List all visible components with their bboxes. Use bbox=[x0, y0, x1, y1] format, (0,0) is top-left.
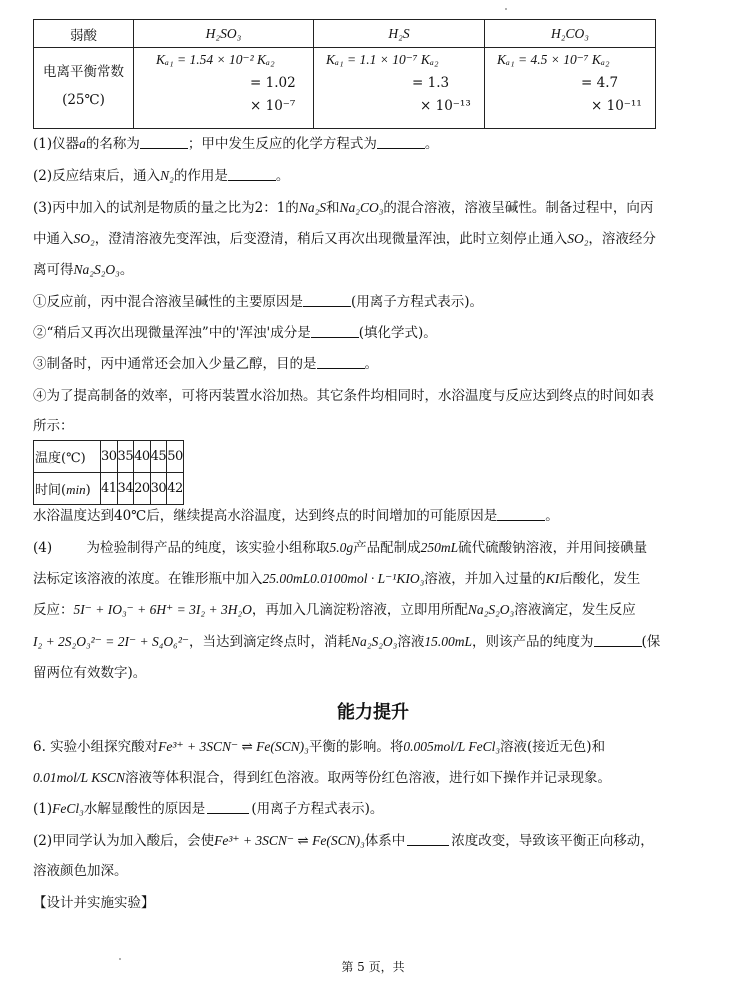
answer-blank[interactable] bbox=[377, 136, 425, 149]
header-h2co3: H₂CO₃ bbox=[485, 20, 656, 48]
q4-math: 250mL bbox=[420, 540, 459, 555]
ka-h2so3-line3: × 10⁻⁷ bbox=[250, 98, 296, 114]
question-6-line-1 bbox=[33, 738, 605, 756]
ka-cell-h2co3 bbox=[485, 48, 656, 129]
q6-text: 浓度改变，导致该平衡正向移动， bbox=[451, 833, 654, 849]
design-heading: 【设计并实施实验】 bbox=[33, 895, 155, 911]
q1-text: ；甲中发生反应的化学方程式为 bbox=[187, 136, 377, 152]
question-6-line-2 bbox=[33, 769, 611, 787]
ka-h2co3-line2: = 4.7 bbox=[581, 75, 619, 91]
q4-text: ，当达到滴定终点时，消耗 bbox=[189, 634, 352, 650]
q6-text: (用离子方程式表示)。 bbox=[251, 801, 384, 817]
header-h2so3: H₂SO₃ bbox=[134, 20, 314, 48]
temperature-value: 30 bbox=[101, 441, 118, 473]
q6-text: 溶液(接近无色)和 bbox=[500, 739, 606, 755]
q1-text: 的名称为 bbox=[85, 136, 140, 152]
q3-formula: Na₂S₂O₃ bbox=[73, 262, 120, 277]
q6-text: 平衡的影响。将 bbox=[308, 739, 404, 755]
time-label-text: ) bbox=[85, 483, 91, 498]
page-footer: 第 5 页，共 bbox=[341, 960, 405, 974]
sub-question-1 bbox=[33, 293, 483, 311]
temperature-time-table bbox=[33, 440, 184, 505]
q3-formula: Na₂CO₃ bbox=[339, 200, 384, 215]
q3-text: ，溶液经分 bbox=[588, 231, 656, 247]
q4-text: 溶液，并加入过量的 bbox=[424, 571, 546, 587]
q2-text: 的作用是 bbox=[173, 168, 228, 184]
question-4-line-2 bbox=[33, 570, 640, 588]
ka-h2so3-line1: Kₐ₁ = 1.54 × 10⁻² Kₐ₂ bbox=[156, 52, 275, 67]
question-3-line-1 bbox=[33, 199, 653, 217]
q2-text: 。 bbox=[275, 168, 290, 184]
question-6-part-2-line-2: 溶液颜色加深。 bbox=[33, 863, 128, 879]
sub4-text: 水浴温度达到40℃后，继续提高水浴温度，达到终点的时间增加的可能原因是 bbox=[33, 508, 498, 524]
q6-math: FeCl₃ bbox=[52, 801, 84, 816]
time-value: 30 bbox=[150, 473, 167, 505]
q3-text: (3)丙中加入的试剂是物质的量之比为2：1的 bbox=[33, 200, 299, 216]
q4-equation: I₂ + 2S₂O₃²⁻ = 2I⁻ + S₄O₆²⁻ bbox=[33, 634, 190, 649]
q3-text: 的混合溶液，溶液呈碱性。制备过程中，向丙 bbox=[383, 200, 654, 216]
q4-text: 硫代硫酸钠溶液，并用间接碘量 bbox=[458, 540, 648, 556]
temperature-value: 50 bbox=[167, 441, 184, 473]
temperature-value: 40 bbox=[134, 441, 151, 473]
ka-h2s-line3: × 10⁻¹³ bbox=[420, 98, 471, 114]
question-6-part-1 bbox=[33, 800, 383, 818]
row-label-temperature: (25℃) bbox=[62, 92, 105, 108]
sub1-text: ①反应前，丙中混合溶液呈碱性的主要原因是 bbox=[33, 294, 303, 310]
row-label-cell bbox=[34, 48, 134, 129]
sub2-text: ②“稍后又再次出现微量浑浊”中的'浑浊'成分是 bbox=[33, 325, 311, 341]
question-4-line-1 bbox=[33, 539, 647, 557]
q4-math: 15.00mL bbox=[424, 634, 472, 649]
speck bbox=[505, 8, 507, 10]
q4-text: (保 bbox=[641, 634, 661, 650]
q3-formula: SO₂ bbox=[73, 231, 95, 246]
q3-text: ，澄清溶液先变浑浊，后变澄清，稍后又再次出现微量浑浊，此时立刻停止通入 bbox=[94, 231, 568, 247]
q1-var: a bbox=[79, 136, 86, 151]
q3-formula: Na₂S bbox=[298, 200, 327, 215]
row-label-ionization: 电离平衡常数 bbox=[43, 64, 124, 80]
q4-math: Na₂S₂O₃ bbox=[351, 634, 398, 649]
answer-blank[interactable] bbox=[207, 801, 249, 814]
time-value: 20 bbox=[134, 473, 151, 505]
temperature-value: 35 bbox=[117, 441, 134, 473]
q4-text: (4) 为检验制得产品的纯度，该实验小组称取 bbox=[33, 540, 330, 556]
section-title: 能力提升 bbox=[337, 702, 409, 723]
acid-table-row bbox=[34, 48, 656, 129]
ka-h2co3-line1: Kₐ₁ = 4.5 × 10⁻⁷ Kₐ₂ bbox=[497, 52, 610, 67]
header-weak-acid: 弱酸 bbox=[34, 20, 134, 48]
temperature-label: 温度(℃) bbox=[34, 441, 101, 473]
question-1 bbox=[33, 135, 438, 153]
q4-text: ，则该产品的纯度为 bbox=[472, 634, 594, 650]
q4-equation: 5I⁻ + IO₃⁻ + 6H⁺ = 3I₂ + 3H₂O bbox=[73, 602, 252, 617]
q1-text: 。 bbox=[424, 136, 439, 152]
q3-formula: SO₂ bbox=[567, 231, 589, 246]
ka-cell-h2so3 bbox=[134, 48, 314, 129]
acid-table-header-row bbox=[34, 20, 656, 48]
temperature-value: 45 bbox=[150, 441, 167, 473]
time-label bbox=[34, 473, 101, 505]
sub4-text: 。 bbox=[545, 508, 559, 524]
q4-text: 溶液滴定，发生反应 bbox=[514, 602, 636, 618]
q3-text: 离可得 bbox=[33, 262, 74, 278]
sub-question-4-line-1: ④为了提高制备的效率，可将丙装置水浴加热。其它条件均相同时，水浴温度与反应达到终点的时间如表 bbox=[33, 388, 654, 404]
time-value: 41 bbox=[101, 473, 118, 505]
time-label-text: 时间( bbox=[35, 483, 67, 498]
time-value: 34 bbox=[117, 473, 134, 505]
time-row bbox=[34, 473, 184, 505]
ka-h2so3-line2: = 1.02 bbox=[250, 75, 296, 91]
sub-question-4-line-2: 所示： bbox=[33, 418, 74, 434]
question-4-line-3 bbox=[33, 601, 636, 619]
q3-text: 和 bbox=[326, 200, 340, 216]
question-3-line-3 bbox=[33, 261, 133, 279]
answer-blank[interactable] bbox=[140, 136, 188, 149]
q4-text: 反应： bbox=[33, 602, 74, 618]
answer-blank[interactable] bbox=[317, 356, 365, 369]
q6-math: 0.005mol/L FeCl₃ bbox=[403, 739, 501, 754]
ka-h2s-line2: = 1.3 bbox=[412, 75, 450, 91]
q2-formula: N₂ bbox=[160, 168, 174, 183]
answer-blank[interactable] bbox=[497, 508, 545, 521]
q4-math: KI bbox=[545, 571, 560, 586]
ka-cell-h2s bbox=[314, 48, 485, 129]
answer-blank[interactable] bbox=[407, 833, 449, 846]
sub-question-4-ask bbox=[33, 507, 559, 525]
sub-question-2 bbox=[33, 324, 437, 342]
header-h2s: H₂S bbox=[314, 20, 485, 48]
sub1-text: (用离子方程式表示)。 bbox=[351, 294, 484, 310]
sub-question-3 bbox=[33, 355, 378, 373]
answer-blank[interactable] bbox=[303, 294, 351, 307]
q4-text: 法标定该溶液的浓度。在锥形瓶中加入 bbox=[33, 571, 263, 587]
q6-text: 6. 实验小组探究酸对 bbox=[33, 739, 159, 755]
question-6-part-2 bbox=[33, 832, 654, 850]
q4-math: 25.00mL0.0100mol · L⁻¹KIO₃ bbox=[262, 571, 425, 586]
q6-text: (1) bbox=[33, 801, 53, 817]
q6-equilibrium: Fe³⁺ + 3SCN⁻ ⇌ Fe(SCN)₃ bbox=[214, 833, 365, 848]
question-2 bbox=[33, 167, 289, 185]
q6-text: 水解显酸性的原因是 bbox=[83, 801, 206, 817]
answer-blank[interactable] bbox=[594, 634, 642, 647]
q4-math: 5.0g bbox=[329, 540, 354, 555]
ka-h2s-line1: Kₐ₁ = 1.1 × 10⁻⁷ Kₐ₂ bbox=[326, 52, 439, 67]
q1-text: (1)仪器 bbox=[33, 136, 80, 152]
q3-text: 中通入 bbox=[33, 231, 74, 247]
q6-text: (2)甲同学认为加入酸后，会使 bbox=[33, 833, 215, 849]
answer-blank[interactable] bbox=[228, 168, 276, 181]
ka-h2co3-line3: × 10⁻¹¹ bbox=[591, 98, 642, 114]
q6-equilibrium: Fe³⁺ + 3SCN⁻ ⇌ Fe(SCN)₃ bbox=[158, 739, 309, 754]
sub3-text: ③制备时，丙中通常还会加入少量乙醇，目的是 bbox=[33, 356, 317, 372]
q4-text: ，再加入几滴淀粉溶液，立即用所配 bbox=[251, 602, 468, 618]
time-value: 42 bbox=[167, 473, 184, 505]
temperature-row bbox=[34, 441, 184, 473]
q4-text: 产品配制成 bbox=[353, 540, 421, 556]
q3-text: 。 bbox=[119, 262, 134, 278]
q4-text: 溶液 bbox=[397, 634, 425, 650]
q6-math: 0.01mol/L KSCN bbox=[33, 770, 126, 785]
q4-text: 后酸化，发生 bbox=[559, 571, 641, 587]
q6-text: 体系中 bbox=[364, 833, 406, 849]
sub3-text: 。 bbox=[364, 356, 378, 372]
sub2-text: (填化学式)。 bbox=[358, 325, 437, 341]
answer-blank[interactable] bbox=[311, 325, 359, 338]
question-4-line-5: 留两位有效数字)。 bbox=[33, 665, 147, 681]
question-4-line-4 bbox=[33, 633, 660, 651]
q2-text: (2)反应结束后，通入 bbox=[33, 168, 161, 184]
q6-text: 溶液等体积混合，得到红色溶液。取两等份红色溶液，进行如下操作并记录现象。 bbox=[125, 770, 612, 786]
q4-math: Na₂S₂O₃ bbox=[467, 602, 515, 617]
question-3-line-2 bbox=[33, 230, 656, 248]
acid-constant-table bbox=[33, 19, 656, 129]
time-label-unit: min bbox=[66, 482, 86, 497]
